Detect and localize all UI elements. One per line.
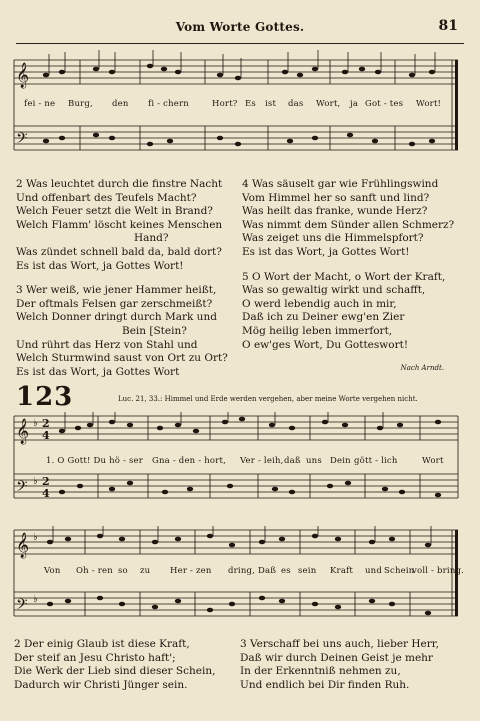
verse-line: 2 Der einig Glaub ist diese Kraft, xyxy=(14,638,190,650)
verse-line: Was heilt das franke, wunde Herz? xyxy=(242,205,428,218)
bass-clef-icon: 𝄢 xyxy=(16,130,28,151)
music-system-2 xyxy=(0,412,480,524)
verse-line: Der steif an Jesu Christo haft'; xyxy=(14,651,176,664)
lyric-syllable: Her - zen xyxy=(170,566,212,576)
verse-line: Welch Feuer setzt die Welt in Brand? xyxy=(16,205,213,218)
verse-line: Was so gewaltig wirkt und schafft, xyxy=(242,284,426,297)
verse-line: 4 Was säuselt gar wie Frühlingswind xyxy=(242,178,439,190)
lyric-syllable: Gna - den - hort, xyxy=(152,456,227,466)
lyric-syllable: ist xyxy=(265,99,277,109)
stanza-column-right xyxy=(242,178,454,352)
verse-line: Es ist das Wort, ja Gottes Wort! xyxy=(242,245,410,258)
verse-line: Mög heilig leben immerfort, xyxy=(242,324,393,337)
lyric-syllable: Ver - leih, xyxy=(240,456,284,466)
lyric-syllable: Von xyxy=(44,566,61,576)
flat-icon: ♭ xyxy=(33,594,38,605)
stanza-column-left-bottom xyxy=(14,638,215,692)
hymn-number: 123 xyxy=(16,382,74,412)
treble-clef-icon: 𝄞 xyxy=(16,533,30,558)
verse-line: Daß wir durch Deinen Geist je mehr xyxy=(240,651,433,664)
lyric-syllable: dring, xyxy=(228,566,256,576)
running-title: Vom Worte Gottes. xyxy=(175,20,305,34)
svg-text:2: 2 xyxy=(42,417,50,430)
bass-clef-icon: 𝄢 xyxy=(16,478,28,499)
lyric-syllable: voll - bring. xyxy=(412,566,465,576)
lyric-syllable: daß xyxy=(284,456,301,466)
svg-text:4: 4 xyxy=(42,487,50,500)
lyric-syllable: Es xyxy=(245,99,256,109)
lyric-syllable: und xyxy=(365,566,382,576)
lyric-syllable: Wort xyxy=(422,456,444,466)
svg-text:4: 4 xyxy=(42,429,50,442)
lyric-syllable: uns xyxy=(306,456,322,466)
verse-line: Der oftmals Felsen gar zerschmeißt? xyxy=(16,297,213,310)
music-system-3 xyxy=(0,526,480,630)
flat-icon: ♭ xyxy=(33,476,38,487)
bass-clef-icon: 𝄢 xyxy=(16,596,28,617)
stanza-column-left xyxy=(16,178,228,379)
verse-line: In der Erkenntniß nehmen zu, xyxy=(240,665,401,678)
lyric-syllable: gött - lich xyxy=(354,456,398,466)
verse-line: Und endlich bei Dir finden Ruh. xyxy=(240,678,410,691)
page-number: 81 xyxy=(438,18,458,34)
flat-icon: ♭ xyxy=(33,532,38,543)
verse-line: Was zündet schnell bald da, bald dort? xyxy=(16,245,222,258)
lyric-syllable: ja xyxy=(350,99,359,109)
verse-line: Und offenbart des Teufels Macht? xyxy=(16,191,197,204)
header-rule xyxy=(16,43,464,44)
lyric-syllable: Kraft xyxy=(330,566,354,576)
flat-icon: ♭ xyxy=(33,418,38,429)
lyric-syllable: Schein xyxy=(384,566,415,576)
lyric-syllable: Oh - ren xyxy=(76,566,113,576)
lyric-syllable: so xyxy=(118,566,128,576)
verse-line: Vom Himmel her so sanft und lind? xyxy=(242,191,430,204)
lyric-syllable: den xyxy=(112,99,129,109)
verse-line: Es ist das Wort, ja Gottes Wort! xyxy=(16,259,184,272)
verse-line: 3 Wer weiß, wie jener Hammer heißt, xyxy=(16,284,217,297)
verse-line: O ew'ges Wort, Du Gotteswort! xyxy=(242,338,409,351)
lyric-syllable: zu xyxy=(140,566,151,576)
verse-line: Und rührt das Herz von Stahl und xyxy=(16,338,198,351)
verse-line: 3 Verschaff bei uns auch, lieber Herr, xyxy=(240,638,439,650)
verse-line: Bein [Stein? xyxy=(122,324,187,337)
verse-line: O werd lebendig auch in mir, xyxy=(242,297,397,310)
lyric-syllable: Burg, xyxy=(68,99,93,109)
lyric-syllable: Dein xyxy=(330,456,351,466)
verse-line: Was zeiget uns die Himmelspfort? xyxy=(242,232,424,245)
verse-line: Welch Sturmwind saust von Ort zu Ort? xyxy=(16,352,228,365)
lyric-syllable: sein xyxy=(298,566,317,576)
lyric-syllable: fi - chern xyxy=(148,99,189,109)
verse-line: Welch Flamm' löscht keines Menschen xyxy=(16,218,223,231)
verse-line: Dadurch wir Christi Jünger sein. xyxy=(14,678,188,691)
lyric-syllable: fei - ne xyxy=(24,99,56,109)
verse-line: 5 O Wort der Macht, o Wort der Kraft, xyxy=(242,270,446,283)
verse-line: Was nimmt dem Sünder allen Schmerz? xyxy=(242,218,455,231)
author-attribution: Nach Arndt. xyxy=(400,364,444,372)
lyric-syllable: das xyxy=(288,99,304,109)
verse-line: 2 Was leuchtet durch die finstre Nacht xyxy=(16,178,223,190)
lyric-syllable: Wort, xyxy=(316,99,341,109)
music-system-1 xyxy=(0,48,480,178)
svg-text:2: 2 xyxy=(42,475,50,488)
verse-line: Welch Donner dringt durch Mark und xyxy=(16,311,217,324)
lyric-syllable: Got - tes xyxy=(365,99,404,109)
stanza-column-right-bottom xyxy=(240,638,439,692)
scripture-reference: Luc. 21, 33.: Himmel und Erde werden vergehen, aber meine Worte vergehen nicht. xyxy=(118,395,418,403)
lyric-syllable: Daß xyxy=(258,566,277,576)
lyric-syllable: Hort? xyxy=(212,99,238,109)
verse-line: Daß ich zu Deiner ewg'en Zier xyxy=(242,311,405,324)
verse-line: Hand? xyxy=(134,232,169,245)
lyric-syllable: Wort! xyxy=(416,99,442,109)
verse-line: Die Werk der Lieb sind dieser Schein, xyxy=(14,665,216,678)
lyric-syllable: es xyxy=(281,566,291,576)
treble-clef-icon: 𝄞 xyxy=(16,419,30,444)
verse-line: Es ist das Wort, ja Gottes Wort xyxy=(16,365,180,378)
treble-clef-icon: 𝄞 xyxy=(16,63,30,88)
lyric-syllable: 1. O Gott! Du hö - ser xyxy=(46,456,144,466)
